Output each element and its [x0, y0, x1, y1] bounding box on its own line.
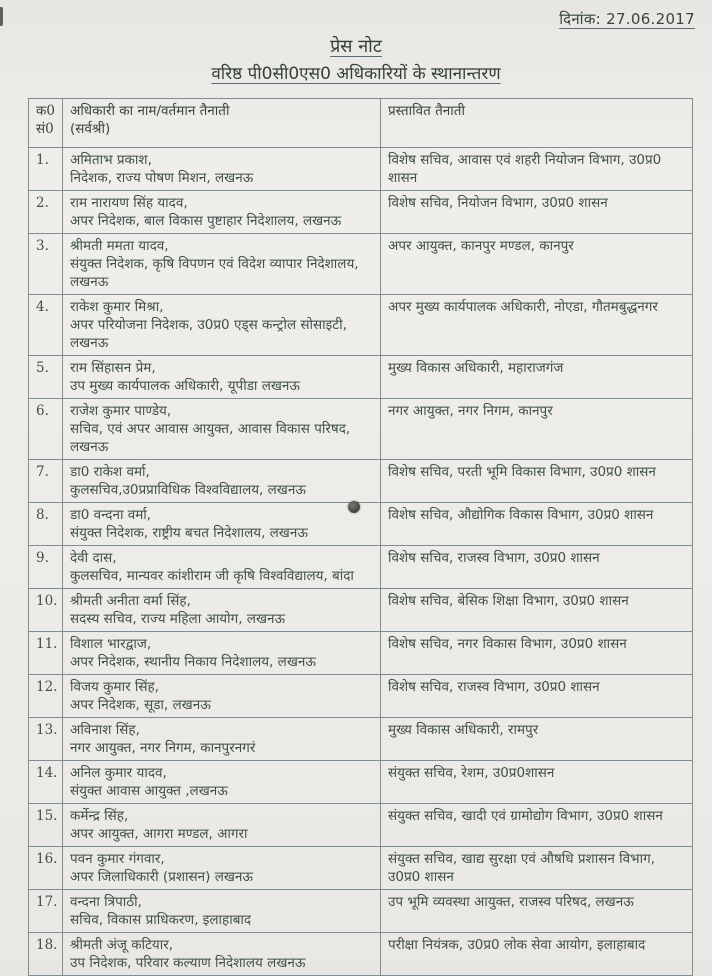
current-posting-line: उप निदेशक, परिवार कल्याण निदेशालय लखनऊ — [70, 955, 306, 971]
header-proposed: प्रस्तावित तैनाती — [381, 99, 693, 148]
current-posting-line: कुलसचिव, मान्यवर कांशीराम जी कृषि विश्वविद्यालय, बांदा — [70, 568, 354, 584]
table-row — [29, 847, 693, 890]
proposed-cell: मुख्य विकास अधिकारी, महाराजगंज — [381, 356, 693, 399]
table-row — [29, 632, 693, 675]
page-subtitle: वरिष्ठ पी0सी0एस0 अधिकारियों के स्थानान्तरण — [211, 64, 501, 84]
name-cell — [63, 847, 381, 890]
scan-artifact-dot — [348, 501, 360, 513]
name-cell — [63, 460, 381, 503]
serial-cell: 15. — [29, 804, 63, 847]
header-serial-line1: क0 — [36, 103, 55, 119]
scan-artifact-edge — [0, 7, 3, 26]
serial-cell: 18. — [29, 933, 63, 976]
name-cell — [63, 234, 381, 295]
serial-cell: 4. — [29, 295, 63, 356]
table-row — [29, 589, 693, 632]
current-posting-line: अपर निदेशक, स्थानीय निकाय निदेशालय, लखनऊ — [70, 654, 316, 670]
officer-name: अनिल कुमार यादव, — [70, 765, 167, 781]
serial-cell: 7. — [29, 460, 63, 503]
name-cell — [63, 675, 381, 718]
officer-name: वन्दना त्रिपाठी, — [70, 894, 142, 910]
name-cell — [63, 295, 381, 356]
proposed-cell: संयुक्त सचिव, रेशम, उ0प्र0शासन — [381, 761, 693, 804]
proposed-cell: विशेष सचिव, राजस्व विभाग, उ0प्र0 शासन — [381, 675, 693, 718]
header-name-line1: अधिकारी का नाम/वर्तमान तैनाती — [70, 103, 230, 119]
name-cell — [63, 546, 381, 589]
current-posting-line: लखनऊ — [70, 335, 109, 351]
current-posting-line: अपर निदेशक, सूडा, लखनऊ — [70, 697, 211, 713]
page-title: प्रेस नोट — [330, 36, 382, 57]
officer-name: अविनाश सिंह, — [70, 722, 140, 738]
header-serial — [29, 99, 63, 148]
officer-name: देवी दास, — [70, 550, 117, 566]
table-row — [29, 503, 693, 546]
serial-cell: 12. — [29, 675, 63, 718]
table-row — [29, 933, 693, 976]
name-cell — [63, 356, 381, 399]
officer-name: राम नारायण सिंह यादव, — [70, 195, 188, 211]
transfer-table-body — [29, 148, 693, 976]
name-cell — [63, 718, 381, 761]
table-row — [29, 356, 693, 399]
current-posting-line: लखनऊ — [70, 439, 109, 455]
serial-cell: 17. — [29, 890, 63, 933]
name-cell — [63, 148, 381, 191]
name-cell — [63, 191, 381, 234]
serial-cell: 13. — [29, 718, 63, 761]
proposed-cell: विशेष सचिव, औद्योगिक विकास विभाग, उ0प्र0 शासन — [381, 503, 693, 546]
current-posting-line: अपर निदेशक, बाल विकास पुष्टाहार निदेशालय, लखनऊ — [70, 213, 342, 229]
current-posting-line: संयुक्त निदेशक, राष्ट्रीय बचत निदेशालय, लखनऊ — [70, 525, 308, 541]
name-cell — [63, 933, 381, 976]
table-row — [29, 718, 693, 761]
officer-name: श्रीमती ममता यादव, — [70, 238, 169, 254]
table-row — [29, 295, 693, 356]
officer-name: अमिताभ प्रकाश, — [70, 152, 152, 168]
serial-cell: 2. — [29, 191, 63, 234]
header-serial-line2: सं0 — [36, 121, 54, 137]
header-name-line2: (सर्वश्री) — [70, 121, 111, 137]
proposed-cell: अपर आयुक्त, कानपुर मण्डल, कानपुर — [381, 234, 693, 295]
serial-cell: 10. — [29, 589, 63, 632]
current-posting-line: नगर आयुक्त, नगर निगम, कानपुरनगरं — [70, 740, 256, 756]
current-posting-line: अपर परियोजना निदेशक, उ0प्र0 एड्स कन्ट्रोल सोसाइटी, — [70, 317, 347, 333]
proposed-cell: मुख्य विकास अधिकारी, रामपुर — [381, 718, 693, 761]
officer-name: विशाल भारद्वाज, — [70, 636, 152, 652]
current-posting-line: कुलसचिव,उ0प्रप्राविधिक विश्वविद्यालय, लखनऊ — [70, 482, 306, 498]
officer-name: राकेश कुमार मिश्रा, — [70, 299, 164, 315]
table-row — [29, 460, 693, 503]
serial-cell: 6. — [29, 399, 63, 460]
header-name — [63, 99, 381, 148]
current-posting-line: उप मुख्य कार्यपालक अधिकारी, यूपीडा लखनऊ — [70, 378, 300, 394]
current-posting-line: सदस्य सचिव, राज्य महिला आयोग, लखनऊ — [70, 611, 286, 627]
current-posting-line: निदेशक, राज्य पोषण मिशन, लखनऊ — [70, 170, 254, 186]
proposed-cell: उप भूमि व्यवस्था आयुक्त, राजस्व परिषद, लखनऊ — [381, 890, 693, 933]
current-posting-line: अपर आयुक्त, आगरा मण्डल, आगरा — [70, 826, 248, 842]
table-row — [29, 761, 693, 804]
table-row — [29, 191, 693, 234]
table-row — [29, 148, 693, 191]
table-header-row — [29, 99, 693, 148]
serial-cell: 5. — [29, 356, 63, 399]
officer-name: डा0 राकेश वर्मा, — [70, 464, 150, 480]
officer-name: डा0 वन्दना वर्मा, — [70, 507, 152, 523]
name-cell — [63, 632, 381, 675]
table-row — [29, 675, 693, 718]
table-row — [29, 234, 693, 295]
document-date: दिनांक: 27.06.2017 — [559, 10, 695, 28]
proposed-cell: विशेष सचिव, राजस्व विभाग, उ0प्र0 शासन — [381, 546, 693, 589]
table-row — [29, 546, 693, 589]
proposed-cell: संयुक्त सचिव, खादी एवं ग्रामोद्योग विभाग, उ0प्र0 शासन — [381, 804, 693, 847]
serial-cell: 8. — [29, 503, 63, 546]
officer-name: कर्मेन्द्र सिंह, — [70, 808, 129, 824]
current-posting-line: संयुक्त आवास आयुक्त ,लखनऊ — [70, 783, 228, 799]
officer-name: विजय कुमार सिंह, — [70, 679, 159, 695]
name-cell — [63, 890, 381, 933]
serial-cell: 1. — [29, 148, 63, 191]
officer-name: पवन कुमार गंगवार, — [70, 851, 165, 867]
officer-name: राम सिंहासन प्रेम, — [70, 360, 156, 376]
table-row — [29, 399, 693, 460]
current-posting-line: सचिव, विकास प्राधिकरण, इलाहाबाद — [70, 912, 252, 928]
serial-cell: 14. — [29, 761, 63, 804]
current-posting-line: लखनऊ — [70, 274, 109, 290]
proposed-cell: विशेष सचिव, परती भूमि विकास विभाग, उ0प्र0 शासन — [381, 460, 693, 503]
proposed-cell: विशेष सचिव, आवास एवं शहरी नियोजन विभाग, उ0प्र0 शासन — [381, 148, 693, 191]
table-row — [29, 890, 693, 933]
current-posting-line: अपर जिलाधिकारी (प्रशासन) लखनऊ — [70, 869, 254, 885]
serial-cell: 16. — [29, 847, 63, 890]
proposed-cell: परीक्षा नियंत्रक, उ0प्र0 लोक सेवा आयोग, इलाहाबाद — [381, 933, 693, 976]
table-row — [29, 804, 693, 847]
name-cell — [63, 399, 381, 460]
name-cell — [63, 761, 381, 804]
serial-cell: 3. — [29, 234, 63, 295]
name-cell — [63, 804, 381, 847]
current-posting-line: सचिव, एवं अपर आवास आयुक्त, आवास विकास परिषद, — [70, 421, 351, 437]
transfer-table — [28, 98, 693, 976]
officer-name: श्रीमती अनीता वर्मा सिंह, — [70, 593, 191, 609]
name-cell — [63, 589, 381, 632]
current-posting-line: संयुक्त निदेशक, कृषि विपणन एवं विदेश व्यापार निदेशालय, — [70, 256, 359, 272]
serial-cell: 9. — [29, 546, 63, 589]
proposed-cell: अपर मुख्य कार्यपालक अधिकारी, नोएडा, गौतमबुद्धनगर — [381, 295, 693, 356]
serial-cell: 11. — [29, 632, 63, 675]
document-titles — [0, 34, 712, 84]
name-cell — [63, 503, 381, 546]
officer-name: राजेश कुमार पाण्डेय, — [70, 403, 172, 419]
officer-name: श्रीमती अंजू कटियार, — [70, 937, 174, 953]
proposed-cell: संयुक्त सचिव, खाद्य सुरक्षा एवं औषधि प्रशासन विभाग, उ0प्र0 शासन — [381, 847, 693, 890]
proposed-cell: विशेष सचिव, बेसिक शिक्षा विभाग, उ0प्र0 शासन — [381, 589, 693, 632]
proposed-cell: विशेष सचिव, नियोजन विभाग, उ0प्र0 शासन — [381, 191, 693, 234]
proposed-cell: विशेष सचिव, नगर विकास विभाग, उ0प्र0 शासन — [381, 632, 693, 675]
proposed-cell: नगर आयुक्त, नगर निगम, कानपुर — [381, 399, 693, 460]
